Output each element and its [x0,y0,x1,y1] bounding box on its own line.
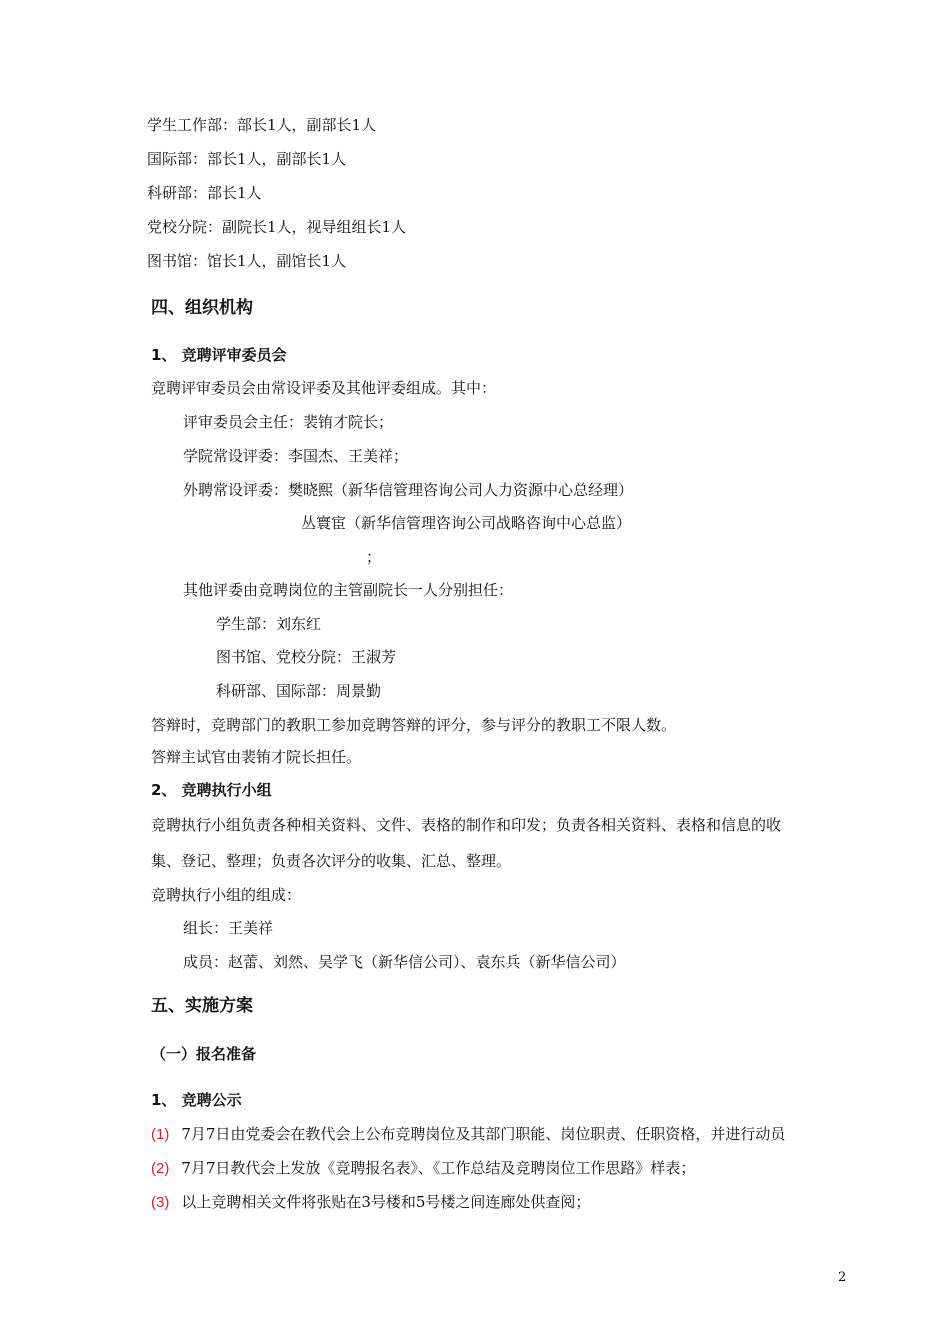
committee-external-3: ； [366,548,382,566]
item-text: 7月7日教代会上发放《竞聘报名表》、《工作总结及竞聘岗位工作思路》样表； [181,1159,696,1177]
list-line-research: 科研部：部长1人 [147,184,262,202]
list-line-library: 图书馆：馆长1人，副馆长1人 [147,252,347,270]
committee-external-2: 丛寰宦（新华信管理咨询公司战略咨询中心总监） [301,514,632,532]
committee-internal: 学院常设评委：李国杰、王美祥； [183,447,409,465]
numbered-item-1 [151,1124,785,1145]
subsection-1-heading: 1、 竞聘评审委员会 [151,346,287,364]
item-1-heading: 1、 竞聘公示 [151,1091,242,1109]
section-4-heading: 四、组织机构 [151,298,253,318]
exec-group-desc-1: 竞聘执行小组负责各种相关资料、文件、表格的制作和印发；负责各相关资料、表格和信息的收 [151,816,782,834]
other-judge-student: 学生部：刘东红 [216,615,322,633]
section-5-heading: 五、实施方案 [151,996,253,1016]
exec-group-leader: 组长：王美祥 [183,919,274,937]
other-judge-library: 图书馆、党校分院：王淑芳 [216,648,397,666]
exec-group-desc-2: 集、登记、整理；负责各次评分的收集、汇总、整理。 [151,852,512,870]
numbered-item-3 [151,1192,590,1213]
committee-chair: 评审委员会主任：裴铕才院长； [183,413,394,431]
list-line-international: 国际部：部长1人，副部长1人 [147,150,347,168]
exec-group-members: 成员：赵蕾、刘然、吴学飞（新华信公司）、袁东兵（新华信公司） [183,953,626,971]
exec-group-composition: 竞聘执行小组的组成： [151,886,302,904]
other-judges-intro: 其他评委由竞聘岗位的主管副院长一人分别担任： [183,581,514,599]
item-number: (3) [151,1194,170,1211]
committee-intro: 竞聘评审委员会由常设评委及其他评委组成。其中： [151,379,497,397]
list-line-student-affairs: 学生工作部：部长1人，副部长1人 [147,116,377,134]
item-number: (1) [151,1126,170,1143]
numbered-item-2 [151,1158,695,1179]
committee-external-1: 外聘常设评委：樊晓熙（新华信管理咨询公司人力资源中心总经理） [183,481,634,499]
subsection-2-heading: 2、 竞聘执行小组 [151,781,272,799]
page-number: 2 [838,1270,847,1285]
list-line-party-school: 党校分院：副院长1人，视导组组长1人 [147,218,407,236]
item-text: 以上竞聘相关文件将张贴在3号楼和5号楼之间连廊处供查阅； [181,1193,591,1211]
item-number: (2) [151,1160,170,1177]
defense-note-1: 答辩时，竞聘部门的教职工参加竞聘答辩的评分，参与评分的教职工不限人数。 [151,716,677,734]
part-1-heading: （一）报名准备 [151,1045,257,1063]
defense-note-2: 答辩主试官由裴铕才院长担任。 [151,748,362,766]
other-judge-research: 科研部、国际部：周景勤 [216,682,382,700]
item-text: 7月7日由党委会在教代会上公布竞聘岗位及其部门职能、岗位职责、任职资格，并进行动员 [181,1125,786,1143]
